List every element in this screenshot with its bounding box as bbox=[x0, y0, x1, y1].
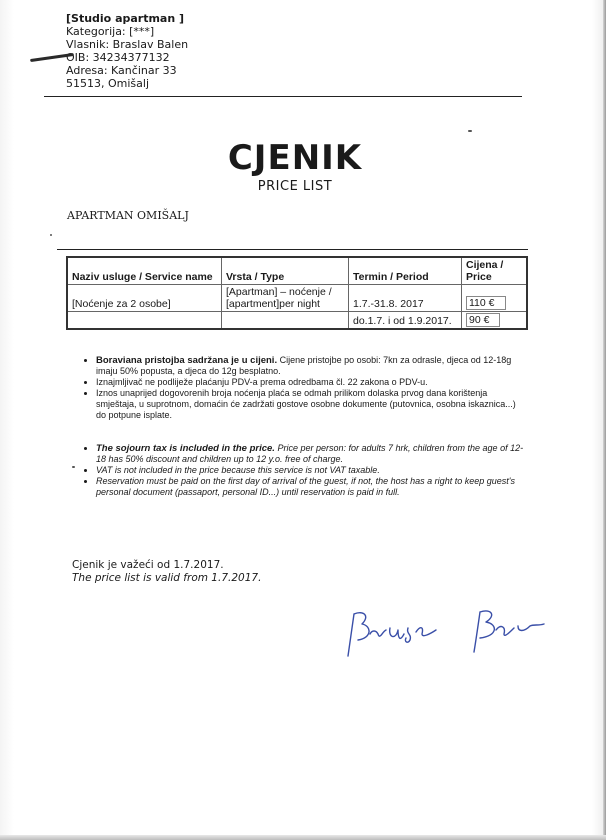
scan-edge-bottom bbox=[0, 835, 606, 840]
table-top-divider bbox=[57, 249, 528, 250]
note-tax-en-bold: The sojourn tax is included in the price. bbox=[96, 443, 275, 454]
note-vat-en: • VAT is not included in the price because this service is not VAT taxable. bbox=[96, 465, 526, 476]
page-subtitle: PRICE LIST bbox=[257, 179, 333, 194]
address-line: Adresa: Kančinar 33 bbox=[66, 64, 177, 77]
paper-speck bbox=[468, 130, 472, 132]
cell-price bbox=[462, 285, 528, 312]
note-tax-en bbox=[96, 443, 526, 465]
city-line: 51513, Omišalj bbox=[66, 77, 149, 90]
page-title: CJENIK bbox=[227, 138, 363, 178]
cell-period: do.1.7. i od 1.9.2017. bbox=[349, 312, 462, 330]
apartment-label: APARTMAN OMIŠALJ bbox=[67, 209, 189, 222]
table-row bbox=[67, 312, 527, 330]
cell-type bbox=[222, 312, 349, 330]
business-name: [Studio apartman ] bbox=[66, 12, 185, 25]
price-table bbox=[66, 256, 528, 330]
cell-service bbox=[67, 312, 222, 330]
header-service: Naziv usluge / Service name bbox=[67, 257, 222, 285]
header-period: Termin / Period bbox=[349, 257, 462, 285]
oib-line: OIB: 34234377132 bbox=[66, 51, 170, 64]
note-tax-hr bbox=[96, 355, 526, 377]
owner-header bbox=[66, 12, 188, 90]
note-vat-hr: • Iznajmljivač ne podliježe plaćanju PDV-a prema odredbama čl. 22 zakona o PDV-u. bbox=[96, 377, 526, 388]
note-tax-en-text: Price per person: for adults 7 hrk, children from the age of 12-18 has 50% discount and children up to 12 y.o. free of charge. bbox=[96, 443, 524, 464]
header-price: Cijena / Price bbox=[462, 257, 528, 285]
top-divider bbox=[44, 96, 522, 97]
note-payment-hr: • Iznos unaprijed dogovorenih broja noćenja plaća se odmah prilikom dolaska prvog dana korištenja smještaja, u suprotnom, domaćin će zadržati gostove osobne dokumente (putovnica, osobna iskaznica...) do potpune isplate. bbox=[96, 388, 526, 421]
note-tax-hr-bold: Boraviana pristojba sadržana je u cijeni. bbox=[96, 355, 278, 366]
table-header-row bbox=[67, 257, 527, 285]
notes-section bbox=[86, 355, 526, 498]
owner-line: Vlasnik: Braslav Balen bbox=[66, 38, 189, 51]
cell-price bbox=[462, 312, 528, 330]
validity-hr: Cjenik je važeći od 1.7.2017. bbox=[72, 559, 224, 571]
note-tax-hr-text: Cijene pristojbe po osobi: 7kn za odrasle, djeca od 12-18g imaju 50% popusta, a djeca do 12g besplatno. bbox=[96, 355, 512, 376]
cell-period: 1.7.-31.8. 2017 bbox=[349, 285, 462, 312]
price-value: 90 € bbox=[466, 313, 500, 327]
notes-croatian bbox=[86, 355, 526, 421]
cell-service: [Noćenje za 2 osobe] bbox=[67, 285, 222, 312]
handwritten-signature bbox=[340, 604, 560, 664]
price-value: 110 € bbox=[466, 296, 506, 310]
validity-en: The price list is valid from 1.7.2017. bbox=[72, 572, 262, 584]
notes-english bbox=[86, 443, 526, 498]
header-type: Vrsta / Type bbox=[222, 257, 349, 285]
paper-speck bbox=[50, 234, 52, 236]
validity-statement bbox=[72, 559, 261, 585]
paper-speck bbox=[72, 466, 75, 468]
cell-type: [Apartman] – noćenje / [apartment]per night bbox=[222, 285, 349, 312]
note-payment-en: • Reservation must be paid on the first day of arrival of the guest, if not, the host has a right to keep guest's personal document (passaport, personal ID...) until reservation is paid in full. bbox=[96, 476, 526, 498]
table-row bbox=[67, 285, 527, 312]
category-line: Kategorija: [***] bbox=[66, 25, 155, 38]
